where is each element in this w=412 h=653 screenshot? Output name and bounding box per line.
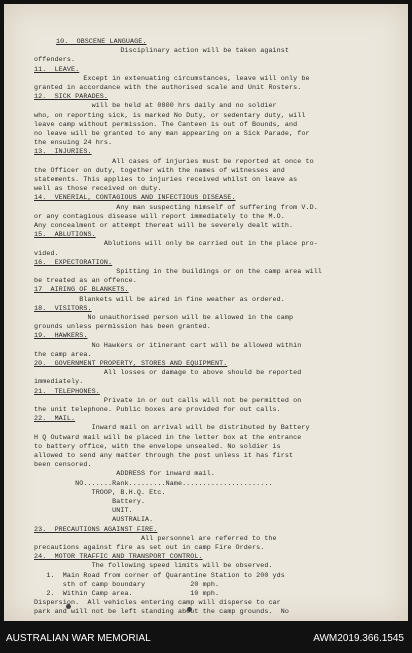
document-line: The following speed limits will be observed.	[34, 562, 273, 571]
document-line: All losses or damage to above should be reported	[34, 369, 302, 378]
section-heading: 10. OBSCENE LANGUAGE.	[56, 38, 147, 46]
document-line: precautions against fire as set out in camp Fire Orders.	[34, 544, 265, 552]
section-heading: 14. VENERIAL, CONTAGIOUS AND INFECTIOUS DISEASE.	[34, 194, 236, 203]
section-heading: 16. EXPECTORATION.	[34, 258, 113, 267]
document-line: NO.......Rank.........Name......................	[34, 479, 273, 488]
document-line: leave camp without permission. The Canteen is out of Bounds, and	[34, 120, 298, 129]
document-line: will be held at 0800 hrs daily and no soldier	[34, 102, 277, 111]
document-line: Battery.	[34, 498, 146, 506]
section-heading: 19. HAWKERS.	[34, 332, 88, 341]
document-page	[4, 4, 408, 621]
document-line: Any concealment or attempt thereat will be severely dealt with.	[34, 222, 294, 230]
document-line: park and will not be left standing about the camp grounds. No	[34, 608, 290, 617]
source-caption: AUSTRALIAN WAR MEMORIAL	[6, 633, 151, 644]
document-line: No unauthorised person will be allowed in the camp	[34, 314, 294, 322]
document-line: well as those received on duty.	[34, 185, 162, 194]
document-line: H Q Outward mail will be placed in the letter box at the entrance	[34, 433, 302, 442]
document-line: 2. Within Camp area. 10 mph.	[34, 590, 220, 598]
document-line: be treated as an offence.	[34, 277, 137, 286]
document-line: allowed to send any matter through the post unless it has first	[34, 452, 294, 460]
section-heading: 21. TELEPHONES.	[34, 387, 100, 396]
document-line: the camp area.	[34, 350, 92, 359]
document-line: No Hawkers or itinerant cart will be allowed within	[34, 341, 302, 350]
document-line: AUSTRALIA.	[34, 516, 154, 525]
section-heading: 12. SICK PARADES.	[34, 93, 109, 102]
section-heading: 13. INJURIES.	[34, 148, 92, 157]
catalogue-id: AWM2019.366.1545	[313, 633, 404, 644]
document-line: offenders.	[34, 56, 76, 65]
document-line: Ablutions will only be carried out in the place pro-	[34, 240, 318, 249]
document-line: TROOP, B.H.Q. Etc.	[34, 488, 166, 497]
section-heading: 22. MAIL.	[34, 415, 76, 424]
document-line: Except in extenuating circumstances, leave will only be	[34, 74, 310, 83]
section-heading: 15. ABLUTIONS.	[34, 231, 96, 240]
section-heading: 23. PRECAUTIONS AGAINST FIRE.	[34, 525, 158, 534]
document-line: Dispersion. All vehicles entering camp will disperse to car	[34, 599, 281, 608]
document-line: All personnel are referred to the	[34, 534, 277, 543]
section-heading: 11. LEAVE.	[34, 65, 80, 74]
section-heading: 17 AIRING OF BLANKETS.	[34, 286, 129, 295]
document-line: Private in or out calls will not be permitted on	[34, 396, 302, 405]
document-line: Inward mail on arrival will be distributed by Battery	[34, 424, 310, 433]
document-line: to battery office, with the envelope unsealed. No soldier is	[34, 442, 281, 451]
document-line: 1. Main Road from corner of Quarantine Station to 200 yds	[34, 571, 285, 580]
document-line: immediately.	[34, 378, 84, 387]
document-line: grounds unless permission has been granted.	[34, 323, 211, 332]
document-line: Spitting in the buildings or on the camp area will	[34, 268, 322, 276]
document-line: been censored.	[34, 461, 92, 470]
document-line: vided.	[34, 249, 59, 258]
section-heading: 18. VISITORS.	[34, 304, 92, 313]
document-line: ADDRESS for inward mail.	[34, 470, 215, 479]
archive-caption-bar	[0, 631, 412, 647]
document-line: UNIT.	[34, 507, 133, 516]
section-heading: 20. GOVERNMENT PROPERTY, STORES AND EQUIPMENT.	[34, 360, 228, 368]
document-line: the unit telephone. Public boxes are provided for out calls.	[34, 406, 281, 414]
document-line: the Officer on duty, together with the names of witnesses and	[34, 166, 285, 175]
document-line: sth of camp boundary 20 mph.	[34, 580, 220, 589]
document-line: who, on reporting sick, is marked No Duty, or sedentary duty, will	[34, 111, 306, 120]
document-line: or any contagious disease will report immediately to the M.O.	[34, 212, 285, 221]
document-line: the ensuing 24 hrs.	[34, 139, 113, 148]
section-heading: 24. MOTOR TRAFFIC AND TRANSPORT CONTROL.	[34, 553, 203, 562]
document-line: granted in accordance with the authorised scale and Unit Rosters.	[34, 84, 302, 92]
document-line: Any man suspecting himself of suffering from V.D.	[34, 203, 318, 212]
document-line: Disciplinary action will be taken against	[34, 47, 290, 56]
document-line: statements. This applies to injuries received whilst on leave as	[34, 176, 298, 184]
document-line: Blankets will be aired in fine weather as ordered.	[34, 295, 285, 304]
document-line: no leave will be granted to any man appearing on a Sick Parade, for	[34, 130, 310, 138]
document-line: All cases of injuries must be reported at once to	[34, 157, 314, 166]
